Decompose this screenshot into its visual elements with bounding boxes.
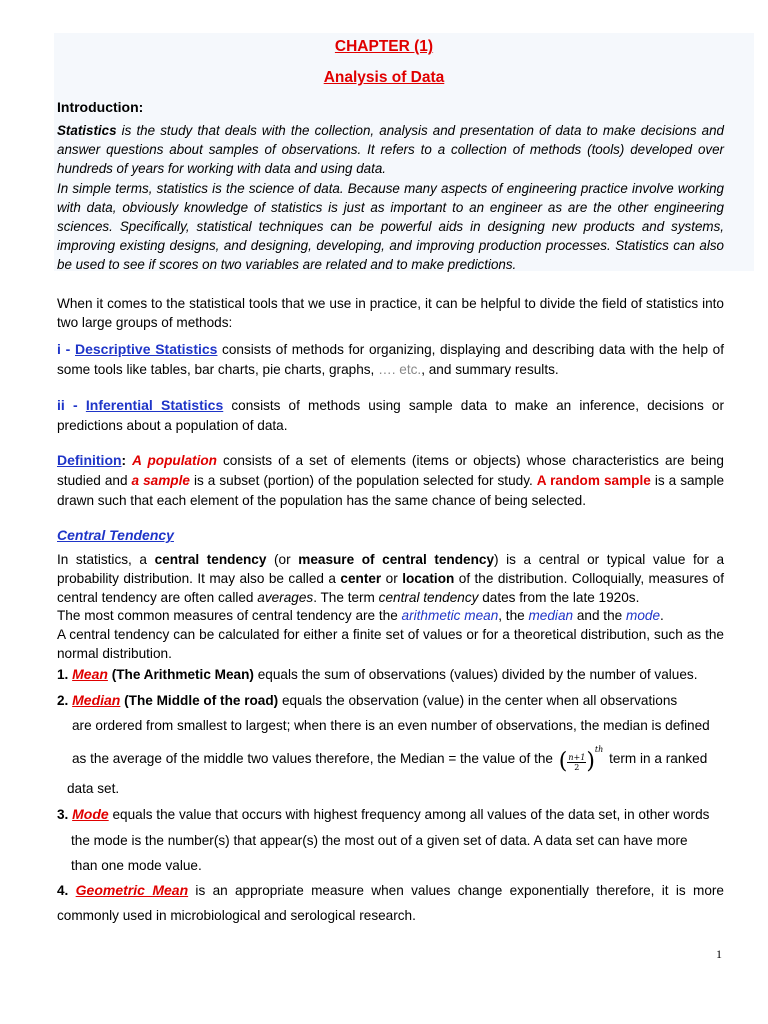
median-position-formula: ( $\frac{n+1}{2}$ )$^{th}$: [558, 745, 604, 775]
inferential-statistics-paragraph: ii - Inferential Statistics consists of methods using sample data to make an inference, decisions or predictions about a population of data.: [57, 397, 724, 433]
list-item-geometric-mean: 4. Geometric Mean is an appropriate measure when values change exponentially therefore, it is more: [57, 882, 724, 898]
introduction-paragraph-2: In simple terms, statistics is the science of data. Because many aspects of engineering practice involve working with data, obviously knowledge of statistics is just as important to an engineer as are the other engineering sciences. Specifically, statistical techniques can be powerful aids in designing new products and systems, improving existing designs, and designing, developing, and improving production processes. Statistics can also be used to see if scores on two variables are related and to make predictions.: [57, 180, 724, 273]
population-term: A population: [132, 453, 217, 468]
inferential-statistics-link[interactable]: Inferential Statistics: [85, 397, 224, 413]
chapter-heading: CHAPTER (1): [334, 38, 434, 55]
geometric-mean-line-2: commonly used in microbiological and serological research.: [57, 908, 416, 923]
median-term: Median: [72, 692, 121, 708]
descriptive-statistics-paragraph: i - Descriptive Statistics consists of methods for organizing, displaying and describing data with the help of some tools like tables, bar charts, pie charts, graphs, …. etc., and summary results.: [57, 341, 724, 377]
random-sample-term: A random sample: [536, 473, 651, 488]
central-tendency-heading: Central Tendency: [57, 527, 174, 543]
introduction-heading: Introduction:: [57, 99, 144, 115]
definition-label: Definition: [57, 452, 122, 468]
central-tendency-paragraph: In statistics, a central tendency (or measure of central tendency) is a central or typical value for a probability distribution. It may also be called a center or location of the distribution. Colloquially, measures of central tendency are often called averages. The term central tendency dates from the late 1920s. The most common measures of central tendency are the arithmetic mean, the median and the mode. A central tendency can be calculated for either a finite set of values or for a theoretical distribution, such as the normal distribution.: [57, 552, 725, 661]
list-item-mode: 3. Mode equals the value that occurs with highest frequency among all values of the data set, in other words: [57, 806, 710, 822]
geometric-mean-term: Geometric Mean: [75, 882, 189, 898]
list-item-mean: 1. Mean (The Arithmetic Mean) equals the sum of observations (values) divided by the number of values.: [57, 666, 698, 682]
median-line-3: as the average of the middle two values therefore, the Median = the value of the ( $\frac{n+1}{2}$ )$^{th}$ term in a ranked: [72, 745, 708, 775]
median-line-2: are ordered from smallest to largest; when there is an even number of observations, the median is defined: [72, 718, 710, 733]
page-number: 1: [716, 947, 722, 961]
statistics-term: Statistics: [57, 123, 117, 138]
list-item-median: 2. Median (The Middle of the road) equals the observation (value) in the center when all observations: [57, 692, 678, 708]
mode-line-2: the mode is the number(s) that appear(s) the most out of a given set of data. A data set can have more: [71, 833, 688, 848]
groups-intro-paragraph: When it comes to the statistical tools that we use in practice, it can be helpful to divide the field of statistics into two large groups of methods:: [57, 296, 724, 330]
mode-line-3: than one mode value.: [71, 858, 202, 873]
mean-term: Mean: [72, 666, 108, 682]
descriptive-statistics-link[interactable]: Descriptive Statistics: [75, 341, 218, 357]
median-line-4: data set.: [67, 781, 120, 796]
definition-paragraph: Definition: A population consists of a set of elements (items or objects) whose characteristics are being studied and a sample is a subset (portion) of the population selected for study. A random sample is a sample drawn such that each element of the population has the same chance of being selected.: [57, 452, 725, 508]
sample-term: a sample: [131, 473, 190, 488]
mode-term: Mode: [72, 806, 109, 822]
chapter-title: Analysis of Data: [323, 69, 445, 86]
introduction-text: Statistics is the study that deals with the collection, analysis and presentation of data to make decisions and answer questions about samples of observations. It refers to a collection of methods (tools) developed over hundreds of years for working with data and using data. In simple terms, statistics is the science of data. Because many aspects of engineering practice involve working with data, obviously knowledge of statistics is just as important to an engineer as are the other engineering sciences. Specifically, statistical techniques can be powerful aids in designing new products and systems, improving existing designs, and designing, developing, and improving production processes. Statistics can also be used to see if scores on two variables are related and to make predictions.: [57, 123, 724, 273]
